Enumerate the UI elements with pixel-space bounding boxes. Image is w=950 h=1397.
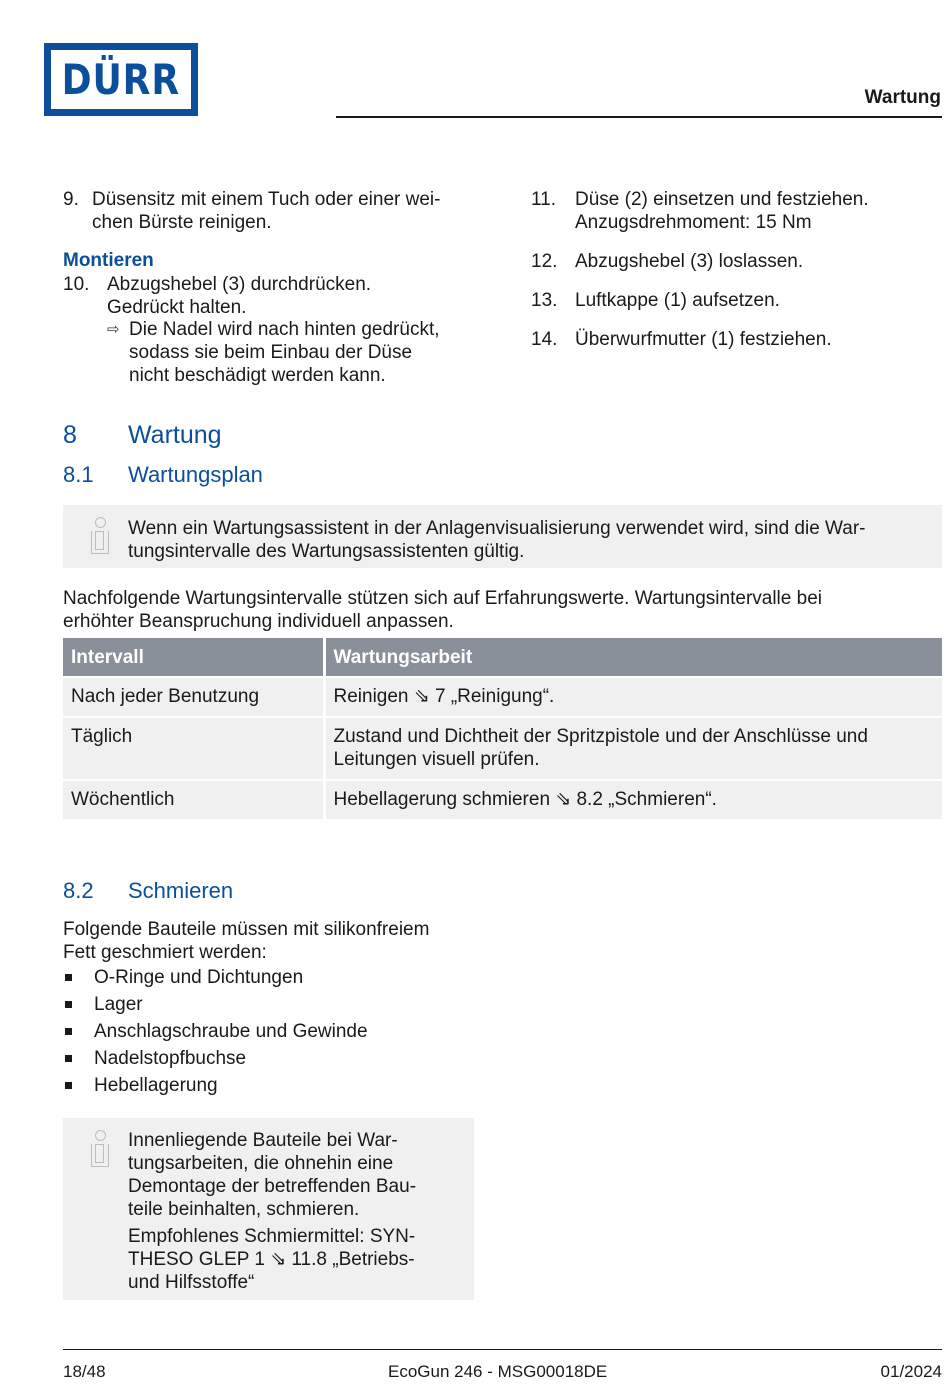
section-title: Wartungsplan <box>128 462 263 487</box>
step-13 <box>531 289 780 312</box>
lubrication-line: Folgende Bauteile müssen mit silikonfreiem <box>63 919 430 940</box>
note-text-line: Empfohlenes Schmiermittel: SYN- <box>128 1226 416 1247</box>
list-item: Anschlagschraube und Gewinde <box>63 1020 368 1047</box>
section-number: 8.1 <box>63 462 94 487</box>
footer-date: 01/2024 <box>880 1362 942 1381</box>
bullet-icon <box>65 974 72 981</box>
info-icon <box>89 1130 111 1166</box>
note-text-line: Demontage der betreffenden Bau- <box>128 1176 417 1197</box>
result-arrow-icon: ⇨ <box>107 321 120 338</box>
list-item: Hebellagerung <box>63 1074 368 1101</box>
step-number: 12. <box>531 251 558 272</box>
note-text-line: Wenn ein Wartungsassistent in der Anlagenvisualisierung verwendet wird, sind die War- <box>128 518 866 539</box>
section-8-1-heading <box>63 462 263 488</box>
note-text-line: Innenliegende Bauteile bei War- <box>128 1130 398 1151</box>
intro-line: Nachfolgende Wartungsintervalle stützen sich auf Erfahrungswerte. Wartungsintervalle bei <box>63 588 822 609</box>
step-text-line: Anzugsdrehmoment: 15 Nm <box>575 212 812 233</box>
bullet-icon <box>65 1055 72 1062</box>
cell-interval: Täglich <box>63 717 324 780</box>
list-item: Lager <box>63 993 368 1020</box>
table-row <box>63 717 942 780</box>
table-header-row <box>63 638 942 677</box>
cell-task-line: Leitungen visuell prüfen. <box>333 749 540 770</box>
step-12 <box>531 250 803 273</box>
list-item: O-Ringe und Dichtungen <box>63 966 368 993</box>
header-divider <box>336 116 942 118</box>
column-header-interval: Intervall <box>63 638 324 677</box>
maintenance-plan-table <box>63 638 942 819</box>
step-10-result <box>107 318 440 387</box>
note-text-line: THESO GLEP 1 ⇘ 11.8 „Betriebs- <box>128 1249 415 1270</box>
section-8-2-heading <box>63 878 233 904</box>
footer-divider <box>63 1349 942 1350</box>
step-9 <box>63 188 440 234</box>
section-8-heading <box>63 421 222 449</box>
list-item: Nadelstopfbuchse <box>63 1047 368 1074</box>
step-text-line: Düse (2) einsetzen und festziehen. <box>575 189 869 210</box>
step-text-line: Luftkappe (1) aufsetzen. <box>575 290 780 311</box>
step-11 <box>531 188 869 234</box>
step-14 <box>531 328 832 351</box>
note-text-line: tungsarbeiten, die ohnehin eine <box>128 1153 394 1174</box>
cell-task-line: Zustand und Dichtheit der Spritzpistole und der Anschlüsse und <box>333 726 868 747</box>
duerr-logo <box>44 43 198 116</box>
section-number: 8.2 <box>63 878 94 903</box>
section-title: Schmieren <box>128 878 234 903</box>
maintenance-intro <box>63 587 822 633</box>
cell-task: Hebellagerung schmieren ⇘ 8.2 „Schmieren“. <box>324 780 942 819</box>
bullet-icon <box>65 1001 72 1008</box>
info-icon <box>89 517 111 553</box>
result-text-line: sodass sie beim Einbau der Düse <box>129 342 413 363</box>
bullet-icon <box>65 1028 72 1035</box>
info-note-lubricant <box>63 1118 474 1300</box>
step-number: 9. <box>63 189 79 210</box>
step-number: 11. <box>531 189 557 210</box>
lubrication-intro <box>63 918 429 964</box>
note-text-line: teile beinhalten, schmieren. <box>128 1199 360 1220</box>
step-number: 14. <box>531 329 558 350</box>
logo-text: DÜRR <box>61 54 181 104</box>
table-row <box>63 677 942 717</box>
info-note-maintenance-assistant <box>63 505 942 568</box>
montieren-heading: Montieren <box>63 250 154 271</box>
result-text-line: nicht beschädigt werden kann. <box>129 365 386 386</box>
lubrication-parts-list <box>63 966 368 1101</box>
step-text-line: Abzugshebel (3) durchdrücken. <box>107 274 372 295</box>
result-text-line: Die Nadel wird nach hinten gedrückt, <box>129 319 440 340</box>
column-header-task: Wartungsarbeit <box>324 638 942 677</box>
section-number: 8 <box>63 421 77 449</box>
step-text-line: Düsensitz mit einem Tuch oder einer wei- <box>92 189 441 210</box>
intro-line: erhöhter Beanspruchung individuell anpassen. <box>63 611 454 632</box>
bullet-icon <box>65 1082 72 1089</box>
note-text-line: tungsintervalle des Wartungsassistenten gültig. <box>128 541 525 562</box>
cell-interval: Wöchentlich <box>63 780 324 819</box>
footer-page-number: 18/48 <box>63 1362 106 1381</box>
step-number: 10. <box>63 274 90 295</box>
step-number: 13. <box>531 290 558 311</box>
cell-task <box>324 717 942 780</box>
step-text-line: Gedrückt halten. <box>107 297 247 318</box>
cell-task: Reinigen ⇘ 7 „Reinigung“. <box>324 677 942 717</box>
note-text-line: und Hilfsstoffe“ <box>128 1272 255 1293</box>
lubrication-line: Fett geschmiert werden: <box>63 942 267 963</box>
step-10 <box>63 273 371 319</box>
cell-interval: Nach jeder Benutzung <box>63 677 324 717</box>
header-section-title: Wartung <box>864 87 941 108</box>
footer-document-id: EcoGun 246 - MSG00018DE <box>388 1362 608 1381</box>
step-text-line: Abzugshebel (3) loslassen. <box>575 251 804 272</box>
table-row <box>63 780 942 819</box>
step-text-line: chen Bürste reinigen. <box>92 212 272 233</box>
step-text-line: Überwurfmutter (1) festziehen. <box>575 329 832 350</box>
section-title: Wartung <box>128 421 222 449</box>
